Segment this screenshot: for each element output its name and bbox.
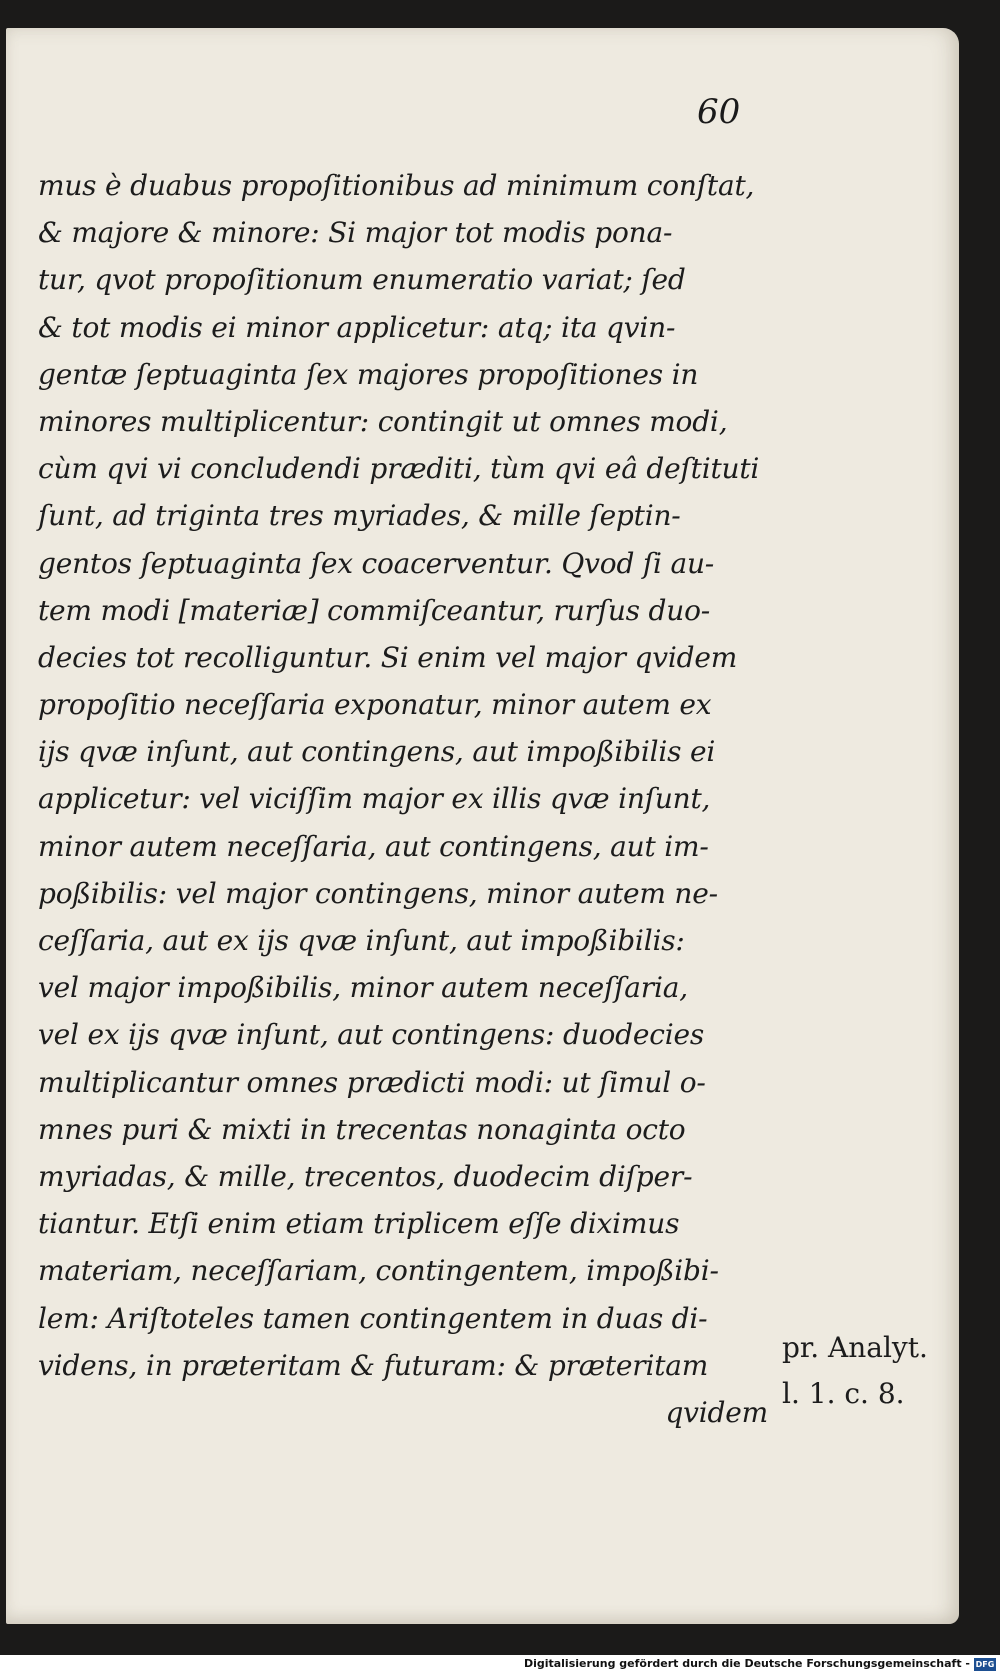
margin-note xyxy=(782,1325,928,1417)
text-line: lem: Ariſtoteles tamen contingentem in duas di- xyxy=(38,1301,708,1335)
text-line: tur, qvot propoſitionum enumeratio variat; ſed xyxy=(38,263,686,297)
text-line: poßibilis: vel major contingens, minor autem ne- xyxy=(38,876,718,910)
text-line: propoſitio neceſſaria exponatur, minor autem ex xyxy=(38,688,712,722)
text-line: & majore & minore: Si major tot modis pona- xyxy=(38,216,673,250)
text-line: gentos ſeptuaginta ſex coacerventur. Qvod ſi au- xyxy=(38,546,715,580)
text-line: decies tot recolliguntur. Si enim vel major qvidem xyxy=(38,640,738,674)
text-line: ijs qvæ inſunt, aut contingens, aut impoßibilis ei xyxy=(38,735,716,769)
text-line: minor autem neceſſaria, aut contingens, aut im- xyxy=(38,829,709,863)
page-number: 60 xyxy=(697,92,741,132)
text-line: ſunt, ad triginta tres myriades, & mille ſeptin- xyxy=(38,499,681,533)
margin-note-line: pr. Analyt. xyxy=(782,1331,928,1364)
text-line: vel ex ijs qvæ inſunt, aut contingens: duodecies xyxy=(38,1018,705,1052)
text-line: videns, in præteritam & futuram: & præteritam xyxy=(38,1348,709,1382)
text-line: materiam, neceſſariam, contingentem, impoßibi- xyxy=(38,1254,719,1288)
body-text xyxy=(38,162,768,1436)
text-line: multiplicantur omnes prædicti modi: ut ſimul o- xyxy=(38,1065,706,1099)
text-line: applicetur: vel viciſſim major ex illis qvæ inſunt, xyxy=(38,782,711,816)
text-line: minores multiplicentur: contingit ut omnes modi, xyxy=(38,404,728,438)
text-line: tem modi [materiæ] commiſceantur, rurſus duo- xyxy=(38,593,711,627)
text-line: & tot modis ei minor applicetur: atq; ita qvin- xyxy=(38,310,676,344)
text-line: vel major impoßibilis, minor autem neceſſaria, xyxy=(38,971,688,1005)
text-line: gentæ ſeptuaginta ſex majores propoſitiones in xyxy=(38,357,699,391)
catchword: qvidem xyxy=(665,1395,768,1429)
text-line: cùm qvi vi concludendi præditi, tùm qvi eâ deſtituti xyxy=(38,452,760,486)
text-line: ceſſaria, aut ex ijs qvæ inſunt, aut impoßibilis: xyxy=(38,924,685,957)
margin-note-line: l. 1. c. 8. xyxy=(782,1377,905,1410)
text-line: mus è duabus propoſitionibus ad minimum conſtat, xyxy=(38,169,755,202)
footer-credit: Digitalisierung gefördert durch die Deutsche Forschungsgemeinschaft - xyxy=(523,1657,970,1670)
dfg-logo-icon: DFG xyxy=(975,1660,995,1669)
text-line: tiantur. Etſi enim etiam triplicem eſſe diximus xyxy=(38,1207,680,1241)
text-line: myriadas, & mille, trecentos, duodecim diſper- xyxy=(38,1159,693,1193)
text-line: mnes puri & mixti in trecentas nonaginta octo xyxy=(38,1112,686,1146)
